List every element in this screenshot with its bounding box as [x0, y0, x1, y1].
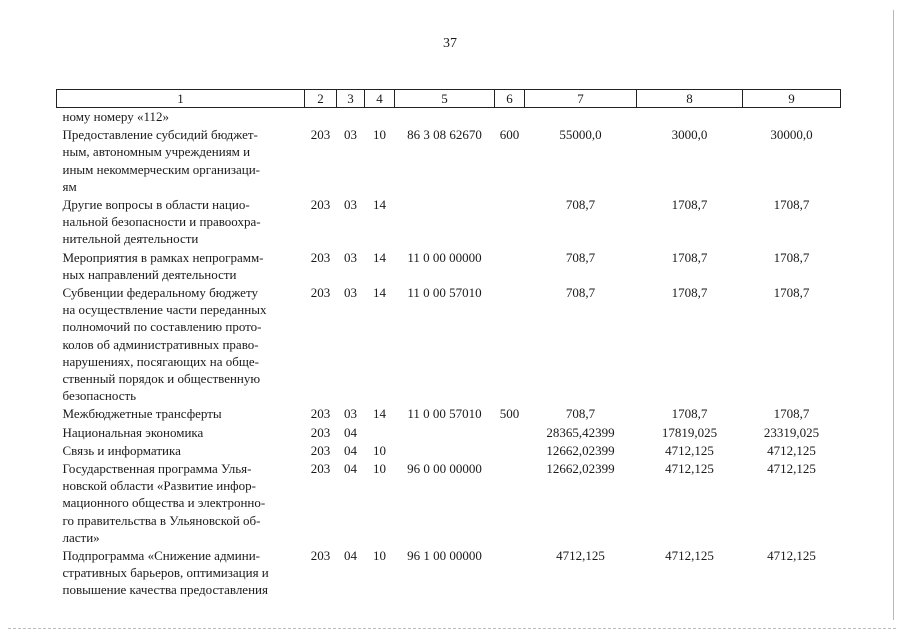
row-col-5-cell: [395, 423, 495, 441]
row-name-cell: [57, 283, 305, 404]
row-col-7-cell: 12662,02399: [546, 461, 615, 477]
row-col-4-cell: 10: [373, 127, 386, 143]
row-col-3-cell: 04: [344, 442, 357, 458]
row-col-3-cell: 04: [344, 461, 357, 477]
row-col-8-cell: 3000,0: [671, 127, 708, 143]
table-row: [57, 248, 841, 283]
row-col-6-cell: [495, 546, 525, 599]
row-col-2-cell: 203: [310, 548, 331, 564]
row-col-2-cell: 203: [310, 285, 331, 301]
row-name-line: Предоставление субсидий бюджет-: [62, 127, 258, 143]
row-col-6-cell: 600: [499, 127, 520, 143]
row-col-7-cell: 708,7: [565, 285, 596, 301]
table-row: [57, 459, 841, 546]
row-name-cell: [57, 441, 305, 459]
row-col-4-cell: 10: [373, 548, 386, 564]
row-col-6-cell: [495, 459, 525, 546]
row-name-line: нительной деятельности: [62, 231, 199, 247]
row-col-2-cell: [305, 108, 337, 126]
row-name-line: Мероприятия в рамках непрограмм-: [62, 249, 264, 265]
row-name-line: ласти»: [62, 529, 100, 545]
row-name-line: новской области «Развитие инфор-: [62, 478, 256, 494]
row-col-4-cell: 14: [373, 249, 386, 265]
row-col-3-cell: 03: [344, 197, 357, 213]
row-name-cell: [57, 125, 305, 195]
row-col-3-cell: 03: [344, 285, 357, 301]
row-col-6-cell: [495, 423, 525, 441]
table-header-row: [57, 90, 841, 108]
row-col-2-cell: 203: [310, 249, 331, 265]
row-col-7-cell: 28365,42399: [546, 424, 615, 440]
row-name-cell: [57, 108, 305, 126]
page-number: 37: [443, 36, 457, 51]
row-col-6-cell: [495, 108, 525, 126]
row-name-cell: [57, 459, 305, 546]
row-col-8-cell: 1708,7: [671, 285, 708, 301]
row-name-line: го правительства в Ульяновской об-: [62, 512, 261, 528]
row-col-6-cell: [495, 248, 525, 283]
row-name-line: на осуществление части переданных: [62, 302, 267, 318]
row-name-line: Подпрограмма «Снижение админи-: [62, 548, 260, 564]
row-name-line: Национальная экономика: [62, 424, 204, 440]
table-row: [57, 195, 841, 248]
row-col-7-cell: 55000,0: [559, 127, 602, 143]
row-col-7-cell: 4712,125: [556, 548, 605, 564]
row-name-line: полномочий по составлению прото-: [62, 319, 262, 335]
row-col-5-cell: [395, 441, 495, 459]
column-header-8: 8: [637, 90, 743, 108]
row-col-2-cell: 203: [310, 197, 331, 213]
row-name-line: ных направлений деятельности: [62, 266, 237, 282]
row-col-8-cell: 4712,125: [665, 461, 714, 477]
row-col-7-cell: 12662,02399: [546, 442, 615, 458]
row-col-6-cell: [495, 283, 525, 404]
row-col-9-cell: 1708,7: [773, 285, 810, 301]
row-col-5-cell: 11 0 00 00000: [407, 249, 482, 265]
column-header-1: 1: [57, 90, 305, 108]
row-col-2-cell: 203: [310, 461, 331, 477]
row-name-line: Государственная программа Улья-: [62, 461, 252, 477]
row-col-4-cell: 10: [373, 461, 386, 477]
column-header-4: 4: [365, 90, 395, 108]
row-col-8-cell: [637, 108, 743, 126]
row-col-4-cell: [365, 108, 395, 126]
row-name-cell: [57, 423, 305, 441]
row-col-5-cell: 11 0 00 57010: [407, 406, 482, 422]
column-header-3: 3: [337, 90, 365, 108]
row-name-line: ным, автономным учреждениям и: [62, 144, 251, 160]
table-row: [57, 108, 841, 126]
row-col-8-cell: 1708,7: [671, 197, 708, 213]
row-col-5-cell: [395, 108, 495, 126]
row-name-cell: [57, 248, 305, 283]
row-col-3-cell: 04: [344, 424, 357, 440]
row-col-6-cell: 500: [499, 406, 520, 422]
row-name-cell: [57, 195, 305, 248]
row-col-9-cell: 1708,7: [773, 406, 810, 422]
row-col-7-cell: 708,7: [565, 249, 596, 265]
row-name-line: стративных барьеров, оптимизация и: [62, 565, 269, 581]
table-row: [57, 423, 841, 441]
table-body: [57, 108, 841, 599]
row-col-4-cell: [365, 423, 395, 441]
row-col-5-cell: 86 3 08 62670: [407, 127, 482, 143]
row-col-2-cell: 203: [310, 406, 331, 422]
column-header-2: 2: [305, 90, 337, 108]
row-col-9-cell: 30000,0: [770, 127, 813, 143]
row-col-6-cell: [495, 195, 525, 248]
row-col-8-cell: 1708,7: [671, 406, 708, 422]
row-name-line: нальной безопасности и правоохра-: [62, 214, 261, 230]
row-col-9-cell: 23319,025: [763, 424, 820, 440]
row-col-4-cell: 14: [373, 285, 386, 301]
row-name-cell: [57, 546, 305, 599]
row-name-line: колов об административных право-: [62, 336, 259, 352]
row-col-2-cell: 203: [310, 442, 331, 458]
row-name-line: безопасность: [62, 388, 137, 404]
column-header-7: 7: [525, 90, 637, 108]
row-name-line: иным некоммерческим организаци-: [62, 161, 260, 177]
budget-table: [56, 89, 841, 599]
row-col-5-cell: [395, 195, 495, 248]
row-col-3-cell: 03: [344, 406, 357, 422]
row-name-line: ному номеру «112»: [62, 109, 169, 124]
row-name-cell: [57, 404, 305, 422]
row-name-line: Субвенции федеральному бюджету: [62, 285, 258, 301]
table-row: [57, 404, 841, 422]
row-col-5-cell: 11 0 00 57010: [407, 285, 482, 301]
row-col-9-cell: 1708,7: [773, 197, 810, 213]
row-col-5-cell: 96 1 00 00000: [407, 548, 482, 564]
row-col-7-cell: [525, 108, 637, 126]
row-name-line: Межбюджетные трансферты: [62, 406, 222, 422]
row-col-3-cell: 03: [344, 249, 357, 265]
row-col-4-cell: 10: [373, 442, 386, 458]
row-col-2-cell: 203: [310, 127, 331, 143]
column-header-6: 6: [495, 90, 525, 108]
row-col-7-cell: 708,7: [565, 197, 596, 213]
row-col-9-cell: 1708,7: [773, 249, 810, 265]
row-col-8-cell: 1708,7: [671, 249, 708, 265]
column-header-5: 5: [395, 90, 495, 108]
row-col-6-cell: [495, 441, 525, 459]
row-name-line: нарушениях, посягающих на обще-: [62, 353, 259, 369]
table-row: [57, 125, 841, 195]
page-right-edge: [893, 10, 894, 620]
table-row: [57, 283, 841, 404]
row-col-9-cell: 4712,125: [767, 461, 816, 477]
row-col-9-cell: 4712,125: [767, 442, 816, 458]
row-col-9-cell: [743, 108, 841, 126]
row-col-3-cell: [337, 108, 365, 126]
column-header-9: 9: [743, 90, 841, 108]
row-name-line: ям: [62, 178, 77, 194]
row-name-line: Другие вопросы в области нацио-: [62, 197, 250, 213]
row-col-2-cell: 203: [310, 424, 331, 440]
row-col-3-cell: 04: [344, 548, 357, 564]
page-bottom-edge: [8, 628, 896, 629]
row-name-line: Связь и информатика: [62, 442, 181, 458]
row-col-4-cell: 14: [373, 197, 386, 213]
row-col-4-cell: 14: [373, 406, 386, 422]
table-row: [57, 441, 841, 459]
row-name-line: ственный порядок и общественную: [62, 371, 261, 387]
row-col-9-cell: 4712,125: [767, 548, 816, 564]
budget-table-container: [56, 89, 840, 599]
row-name-line: мационного общества и электронно-: [62, 495, 266, 511]
row-col-8-cell: 4712,125: [665, 442, 714, 458]
row-col-8-cell: 4712,125: [665, 548, 714, 564]
row-name-line: повышение качества предоставления: [62, 582, 268, 598]
row-col-7-cell: 708,7: [565, 406, 596, 422]
table-row: [57, 546, 841, 599]
row-col-3-cell: 03: [344, 127, 357, 143]
row-col-5-cell: 96 0 00 00000: [407, 461, 482, 477]
row-col-8-cell: 17819,025: [661, 424, 718, 440]
